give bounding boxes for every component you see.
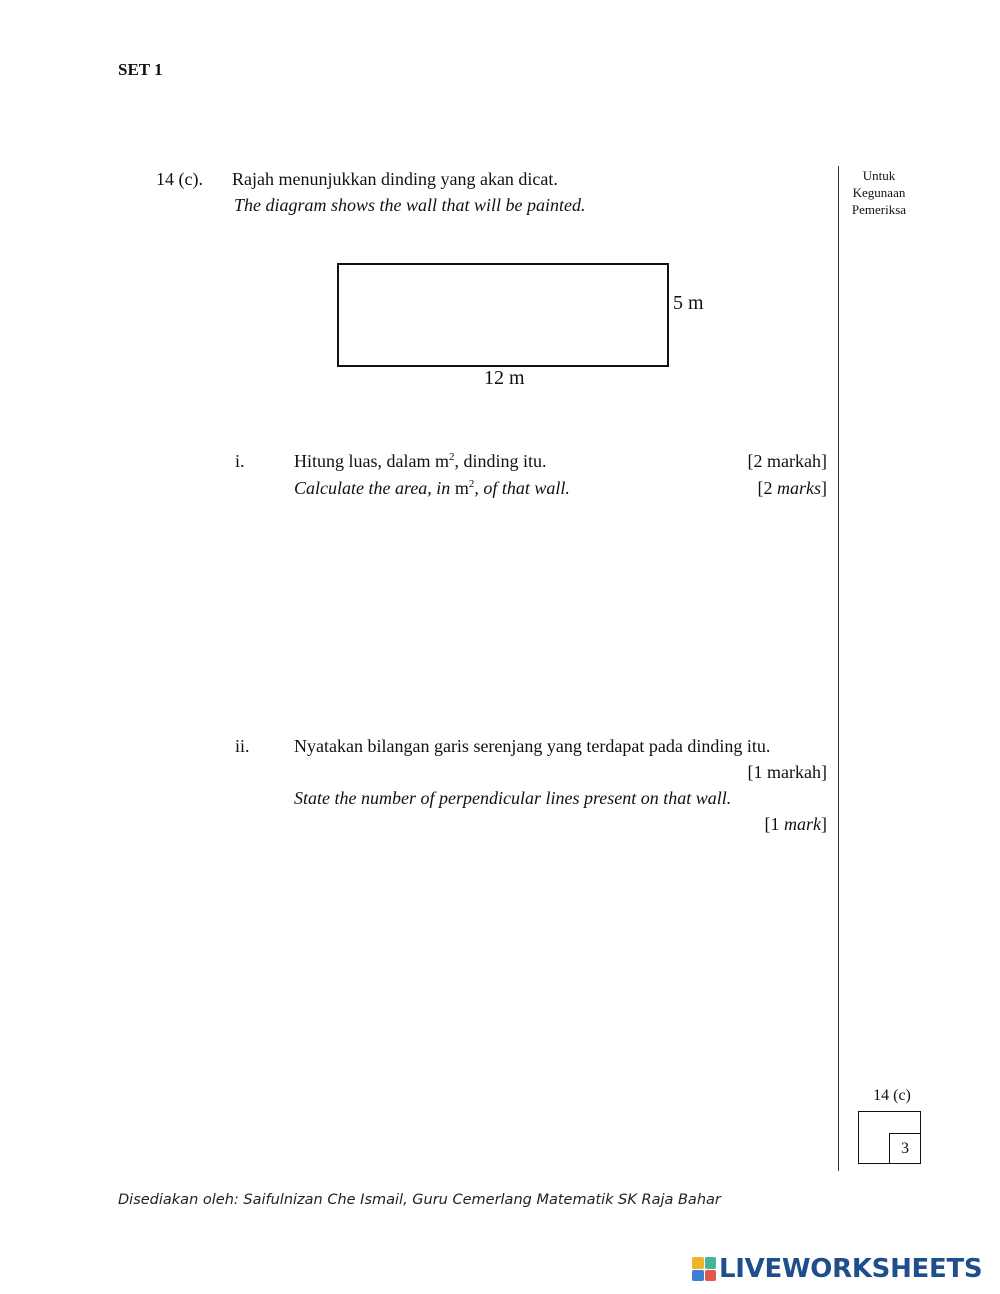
wall-height-label: 5 m [673,292,704,314]
liveworksheets-logo [692,1254,982,1284]
logo-tiles-icon [692,1257,716,1281]
logo-tile [692,1270,704,1282]
part-i-question-english [294,478,570,499]
part-i-question-malay [294,451,547,472]
unit: m [454,478,469,498]
question-intro-malay: Rajah menunjukkan dinding yang akan dicat. [232,169,558,189]
part-i-marks-malay: [2 markah] [747,451,827,471]
part-i-en-text-end: , of that wall. [474,478,570,498]
part-i-ms-text: Hitung luas, dalam m [294,451,449,471]
question-number: 14 (c). [156,169,203,189]
logo-tile [705,1257,717,1269]
superscript: 2 [448,451,455,463]
part-ii-marks-english [627,814,827,835]
part-ii-numeral: ii. [235,736,250,756]
question-intro-english: The diagram shows the wall that will be painted. [234,195,586,215]
examiner-label-line: Untuk [862,168,896,183]
examiner-column-divider [838,166,839,1171]
score-total: 3 [889,1133,920,1163]
part-ii-marks-malay: [1 markah] [747,762,827,782]
marks-word: marks [777,478,821,498]
marks-open: [1 [764,814,784,834]
marks-close: ] [821,478,827,498]
footer-credit: Disediakan oleh: Saifulnizan Che Ismail, Guru Cemerlang Matematik SK Raja Bahar [118,1192,721,1208]
examiner-label-line: Pemeriksa [851,202,907,217]
examiner-label-line: Kegunaan [852,185,906,200]
marks-open: [2 [757,478,777,498]
part-i-numeral: i. [235,451,245,471]
marks-word: mark [784,814,821,834]
logo-text: LIVEWORKSHEETS [719,1254,983,1284]
score-box-label: 14 (c) [873,1087,911,1104]
superscript: 2 [468,478,475,490]
marks-close: ] [821,814,827,834]
wall-width-label: 12 m [484,367,525,389]
logo-tile [705,1270,717,1282]
set-label: SET 1 [118,60,163,79]
part-ii-question-malay: Nyatakan bilangan garis serenjang yang terdapat pada dinding itu. [294,736,771,756]
part-i-marks-english [627,478,827,499]
wall-rectangle-diagram [337,263,669,367]
examiner-use-label [843,167,915,218]
part-i-en-text: Calculate the area, in [294,478,455,498]
part-i-ms-text-end: , dinding itu. [454,451,547,471]
logo-tile [692,1257,704,1269]
part-ii-question-english: State the number of perpendicular lines present on that wall. [294,788,732,808]
